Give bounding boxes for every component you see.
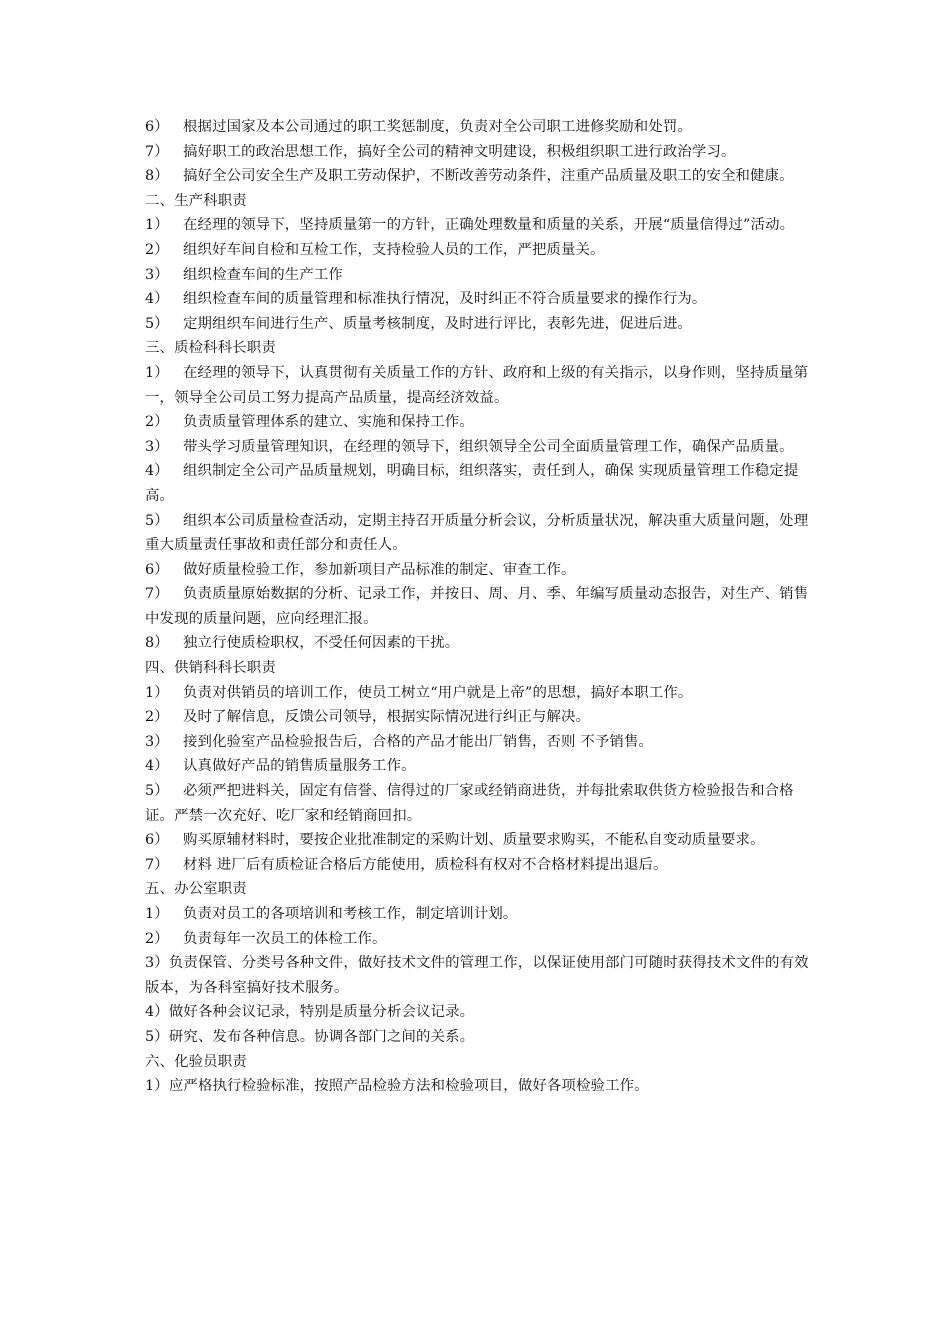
item-text: 搞好全公司安全生产及职工劳动保护，不断改善劳动条件，注重产品质量及职工的安全和健康。 [183,168,794,185]
list-item [145,459,810,508]
item-text: 组织好车间自检和互检工作，支持检验人员的工作，严把质量关。 [183,241,605,258]
item-number: 1） [145,364,169,381]
item-text: 负责每年一次员工的体检工作。 [183,930,387,947]
item-text: 搞好职工的政治思想工作，搞好全公司的精神文明建设，积极组织职工进行政治学习。 [183,143,736,160]
item-number: 4） [145,758,169,775]
item-number: 6） [145,832,169,849]
list-item [145,582,810,631]
item-number: 1） [145,684,169,701]
item-number: 1） [145,217,169,234]
item-text: 在经理的领导下，坚持质量第一的方针，正确处理数量和质量的关系，开展“质量信得过”活动。 [183,217,795,234]
item-number: 5） [145,1028,169,1045]
item-text: 研究、发布各种信息。协调各部门之间的关系。 [168,1028,475,1045]
list-item [145,509,810,558]
item-text: 接到化验室产品检验报告后，合格的产品才能出厂销售，否则 不予销售。 [183,733,654,750]
item-text: 负责对供销员的培训工作，使员工树立“用户就是上帝”的思想，搞好本职工作。 [183,684,693,701]
item-number: 4） [145,463,169,480]
item-text: 组织检查车间的生产工作 [183,266,343,283]
list-item [145,730,810,755]
item-text: 在经理的领导下，认真贯彻有关质量工作的方针、政府和上级的有关指示，以身作则，坚持质量第一，领导全公司员工努力提高产品质量，提高经济效益。 [145,364,809,406]
section-heading: 五、办公室职责 [145,881,247,898]
item-text: 负责质量管理体系的建立、实施和保持工作。 [183,414,474,431]
item-text: 带头学习质量管理知识，在经理的领导下，组织领导全公司全面质量管理工作，确保产品质量。 [183,438,794,455]
list-item [145,1025,810,1050]
item-number: 3） [145,438,169,455]
item-number: 3） [145,266,169,283]
list-item [145,951,810,1000]
section-heading: 四、供销科科长职责 [145,660,276,677]
item-number: 2） [145,930,169,947]
list-item [145,631,810,656]
item-text: 负责对员工的各项培训和考核工作，制定培训计划。 [183,906,518,922]
item-number: 5） [145,783,169,800]
list-item [145,853,810,878]
item-number: 7） [145,586,169,603]
section-heading: 六、化验员职责 [145,1053,247,1070]
list-item [145,238,810,263]
item-text: 及时了解信息，反馈公司领导，根据实际情况进行纠正与解决。 [183,709,591,726]
item-text: 根据过国家及本公司通过的职工奖惩制度，负责对全公司职工进修奖励和处罚。 [183,119,692,135]
item-text: 组织本公司质量检查活动，定期主持召开质量分析会议，分析质量状况，解决重大质量问题，处理重大质量责任事故和责任部分和责任人。 [145,512,809,554]
item-text: 做好质量检验工作，参加新项目产品标准的制定、审查工作。 [183,561,576,578]
list-item [145,754,810,779]
item-number: 3） [145,733,169,750]
item-text: 必须严把进料关，固定有信誉、信得过的厂家或经销商进货，并每批索取供货方检验报告和合格证。严禁一次充好、吃厂家和经销商回扣。 [145,783,794,824]
list-item [145,1074,810,1099]
list-item [145,410,810,435]
list-item [145,1000,810,1025]
list-item [145,779,810,828]
item-number: 8） [145,168,169,185]
item-number: 5） [145,315,169,332]
item-number: 1） [145,906,169,922]
item-number: 3） [145,955,169,972]
item-number: 8） [145,635,169,652]
item-text: 材料 进厂后有质检证合格后方能使用，质检科有权对不合格材料提出退后。 [183,856,668,873]
list-item [145,927,810,952]
list-item [145,558,810,583]
item-number: 2） [145,414,169,431]
item-text: 应严格执行检验标准，按照产品检验方法和检验项目，做好各项检验工作。 [168,1078,649,1095]
section-heading: 二、生产科职责 [145,192,247,209]
item-number: 6） [145,561,169,578]
list-item [145,681,810,706]
item-text: 组织制定全公司产品质量规划，明确目标，组织落实，责任到人，确保 实现质量管理工作稳定提高。 [145,463,799,504]
item-number: 1） [145,1078,169,1095]
document-body [145,115,810,1099]
list-item [145,312,810,337]
item-text: 独立行使质检职权，不受任何因素的干扰。 [183,635,460,652]
item-number: 7） [145,143,169,160]
item-text: 负责质量原始数据的分析、记录工作，并按日、周、月、季、年编写质量动态报告，对生产、销售中发现的质量问题，应向经理汇报。 [145,586,809,627]
item-number: 2） [145,709,169,726]
list-item [145,263,810,288]
item-number: 4） [145,291,169,308]
item-text: 定期组织车间进行生产、质量考核制度，及时进行评比，表彰先进，促进后进。 [183,315,692,332]
list-item [145,828,810,853]
list-item [145,164,810,189]
section-heading: 三、质检科科长职责 [145,340,276,357]
item-number: 7） [145,856,169,873]
item-number: 2） [145,241,169,258]
item-text: 负责保管、分类号各种文件，做好技术文件的管理工作，以保证使用部门可随时获得技术文件的有效版本，为各科室搞好技术服务。 [145,955,809,996]
list-item [145,361,810,410]
list-item [145,902,810,927]
list-item [145,287,810,312]
list-item [145,115,810,140]
list-item [145,140,810,165]
item-text: 购买原辅材料时，要按企业批准制定的采购计划、质量要求购买，不能私自变动质量要求。 [183,832,765,849]
item-text: 认真做好产品的销售质量服务工作。 [183,758,416,775]
list-item [145,435,810,460]
list-item [145,213,810,238]
item-text: 做好各种会议记录，特别是质量分析会议记录。 [168,1004,475,1021]
item-text: 组织检查车间的质量管理和标准执行情况，及时纠正不符合质量要求的操作行为。 [183,291,707,308]
item-number: 5） [145,512,169,529]
list-item [145,705,810,730]
item-number: 4） [145,1004,169,1021]
item-number: 6） [145,119,169,135]
